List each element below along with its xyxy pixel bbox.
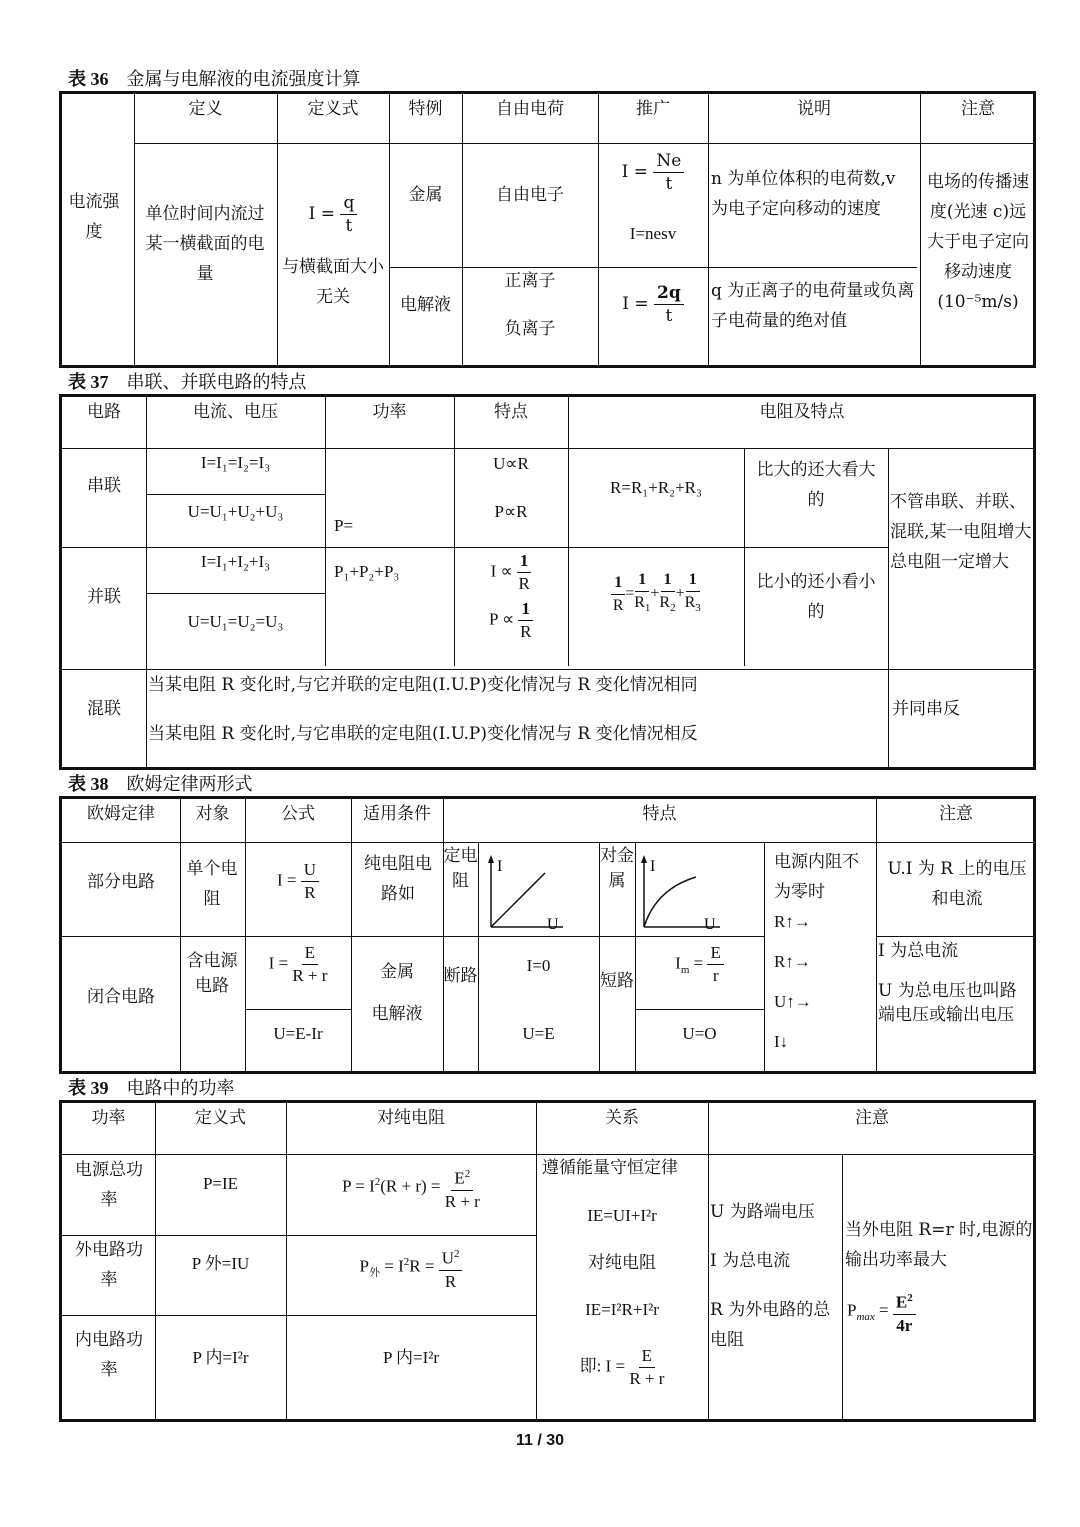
header-circuit: 电路 [87, 402, 121, 422]
total-power-label: 电源总功率 [75, 1160, 143, 1210]
page-number: 11 / 30 [515, 1432, 565, 1449]
outer-power-formula: P 外=IU [191, 1254, 250, 1273]
total-power-formula: P=IE [202, 1174, 239, 1193]
partial-object: 单个电阻 [186, 859, 238, 909]
table-37-caption: 表 37 串联、并联电路的特点 [68, 372, 307, 393]
header-note: 注意 [961, 99, 995, 119]
parallel-resistance-formula: $\frac{1}{R}$ = $\frac{1}{R_1}$ + $\frac{1}{R_2}$ + $\frac{1}{R_3}$ [612, 571, 701, 615]
outer-power-label: 外电路功率 [75, 1240, 143, 1290]
metal-extension-formula: I = $\frac{Ne}{t}$ [598, 150, 708, 195]
open-circuit-label: 断路 [443, 966, 478, 986]
parallel-i-prop: I ∝ $\frac{1}{R}$ [490, 551, 530, 593]
note-r: R 为外电路的总电阻 [710, 1300, 831, 1350]
table-38 [59, 796, 1036, 1074]
metal-explanation: n 为单位体积的电荷数,v 为电子定向移动的速度 [711, 169, 896, 219]
formula-p-max: $P_{max}$ = $\frac{E^2}{4r}$ [847, 1287, 1037, 1337]
axis-i-label: I [650, 858, 656, 875]
header-power: 功率 [372, 402, 407, 422]
partial-circuit-label: 部分电路 [87, 872, 155, 892]
formula-i-q-t: I = $\frac{q}{t}$ [277, 192, 389, 237]
header-note: 注意 [939, 804, 973, 824]
closed-circuit-label: 闭合电路 [87, 987, 155, 1007]
series-p-prop-r: P∝R [494, 502, 528, 521]
linear-iu-graph [485, 849, 590, 934]
partial-condition: 纯电阻电路如 [364, 854, 432, 904]
series-resistance: R=R₁+R₂+R₃ [610, 478, 702, 497]
positive-ion: 正离子 [504, 271, 556, 291]
parallel-voltage: U=U₁=U₂=U₃ [187, 612, 284, 631]
axis-i-label: I [497, 858, 503, 875]
relation-ie: IE=UI+I²r [587, 1206, 657, 1225]
negative-ion: 负离子 [504, 319, 556, 339]
header-feature: 特点 [494, 402, 528, 422]
condition-metal: 金属 [380, 962, 414, 982]
arrow-r-1: R↑→ [774, 912, 811, 931]
axis-u-label: U [704, 916, 716, 933]
table-36 [59, 91, 1036, 368]
header-definition: 定义式 [195, 1108, 246, 1128]
relation-energy: 遵循能量守恒定律 [542, 1158, 678, 1178]
fixed-resistor-label: 定电阻 [443, 846, 478, 891]
special-electrolyte: 电解液 [400, 295, 451, 315]
header-resistance: 电阻及特点 [759, 402, 845, 422]
axis-u-label: U [547, 916, 559, 933]
parallel-label: 并联 [87, 587, 121, 607]
short-circuit-label: 短路 [600, 971, 634, 991]
series-resistance-note: 比大的还大看大的 [756, 460, 876, 510]
short-voltage: U=O [682, 1024, 717, 1043]
series-current: I=I₁=I₂=I₃ [200, 453, 271, 472]
note-u: U 为路端电压 [710, 1202, 815, 1222]
header-special: 特例 [408, 99, 443, 119]
header-relation: 关系 [605, 1108, 639, 1128]
header-explanation: 说明 [797, 99, 831, 119]
closed-note-u: U 为总电压也叫路端电压或输出电压 [878, 981, 1017, 1025]
mixed-rule-parallel: 当某电阻 R 变化时,与它并联的定电阻(I.U.P)变化情况与 R 变化情况相同 [148, 675, 698, 695]
open-current: I=0 [526, 956, 551, 975]
definition-text: 单位时间内流过某一横截面的电量 [145, 204, 265, 284]
series-u-prop-r: U∝R [493, 454, 529, 473]
relation-current: 即: I = $\frac{E}{R + r}$ [579, 1346, 665, 1388]
parallel-current: I=I₁+I₂+I₃ [200, 552, 271, 571]
outer-power-pure: $P_外 = I^2R$ = $\frac{U^2}{R}$ [286, 1243, 536, 1293]
electrolyte-extension-formula: I = $\frac{2q}{t}$ [598, 282, 708, 327]
header-features: 特点 [642, 804, 677, 824]
formula-u-e-ir: U=E-Ir [273, 1024, 323, 1043]
series-label: 串联 [87, 476, 121, 496]
header-ohm-law: 欧姆定律 [87, 804, 155, 824]
power-p: P= [334, 516, 354, 535]
formula-note: 与横截面大小无关 [282, 257, 384, 307]
table-37 [59, 394, 1036, 770]
relation-pure: 对纯电阻 [588, 1253, 656, 1273]
table-39-caption: 表 39 电路中的功率 [68, 1078, 235, 1099]
mixed-note: 并同串反 [892, 699, 960, 719]
special-metal: 金属 [408, 185, 443, 205]
header-condition: 适用条件 [363, 804, 431, 824]
inner-power-formula: P 内=I²r [192, 1348, 249, 1367]
relation-ie-pure: IE=I²R+I²r [585, 1300, 659, 1319]
header-definition: 定义 [188, 99, 223, 119]
header-note: 注意 [855, 1108, 889, 1128]
header-free-charge: 自由电荷 [496, 99, 564, 119]
formula-closed: I = $\frac{E}{R + r}$ [268, 943, 328, 985]
inner-power-pure: P 内=I²r [382, 1348, 440, 1367]
header-current-voltage: 电流、电压 [193, 402, 278, 422]
row-label-current: 电流强度 [68, 192, 120, 242]
arrow-i: I↓ [774, 1032, 789, 1051]
formula-i-u-r: I = $\frac{U}{R}$ [245, 859, 351, 904]
note-max-output: 当外电阻 R=r 时,电源的输出功率最大 [845, 1220, 1033, 1270]
header-power: 功率 [91, 1108, 126, 1128]
header-extension: 推广 [636, 99, 670, 119]
table-39 [59, 1100, 1036, 1422]
series-voltage: U=U₁+U₂+U₃ [187, 502, 284, 521]
electrolyte-explanation: q 为正离子的电荷量或负离子电荷量的绝对值 [711, 281, 915, 331]
parallel-resistance-note: 比小的还小看小的 [756, 572, 876, 622]
metal-free-charge: 自由电子 [496, 185, 564, 205]
closed-object: 含电源电路 [186, 951, 238, 996]
note-i: I 为总电流 [710, 1251, 791, 1271]
table-38-caption: 表 38 欧姆定律两形式 [68, 774, 253, 795]
metal-extension-nesv: I=nesv [629, 224, 677, 243]
header-formula: 定义式 [307, 99, 359, 119]
curve-iu-graph [638, 849, 758, 934]
partial-note: U.I 为 R 上的电压和电流 [887, 859, 1027, 909]
internal-resistance-note: 电源内阻不为零时 [774, 852, 859, 902]
total-power-pure: $P = I^2(R + r)$ = $\frac{E^2}{R + r}$ [286, 1163, 536, 1213]
power-sum: P₁+P₂+P₃ [334, 562, 400, 581]
note-text: 电场的传播速度(光速 c)远大于电子定向移动速度(10⁻⁵m/s) [927, 172, 1029, 312]
metal-label: 对金属 [600, 846, 634, 891]
condition-electrolyte: 电解液 [371, 1004, 423, 1024]
table-36-caption: 表 36 金属与电解液的电流强度计算 [68, 69, 361, 90]
mixed-rule-series: 当某电阻 R 变化时,与它串联的定电阻(I.U.P)变化情况与 R 变化情况相反 [148, 724, 698, 744]
open-voltage: U=E [522, 1024, 555, 1043]
common-note: 不管串联、并联、混联,某一电阻增大总电阻一定增大 [890, 492, 1032, 572]
arrow-u: U↑→ [774, 992, 812, 1011]
arrow-r-2: R↑→ [774, 952, 811, 971]
inner-power-label: 内电路功率 [75, 1330, 143, 1380]
short-current-formula: $I_m$ = $\frac{E}{r}$ [635, 942, 764, 987]
header-formula: 公式 [281, 804, 315, 824]
mixed-label: 混联 [87, 699, 121, 719]
parallel-p-prop: P ∝ $\frac{1}{R}$ [489, 599, 532, 641]
closed-note-i: I 为总电流 [878, 941, 959, 961]
header-pure-resistance: 对纯电阻 [377, 1108, 445, 1128]
header-object: 对象 [195, 804, 230, 824]
